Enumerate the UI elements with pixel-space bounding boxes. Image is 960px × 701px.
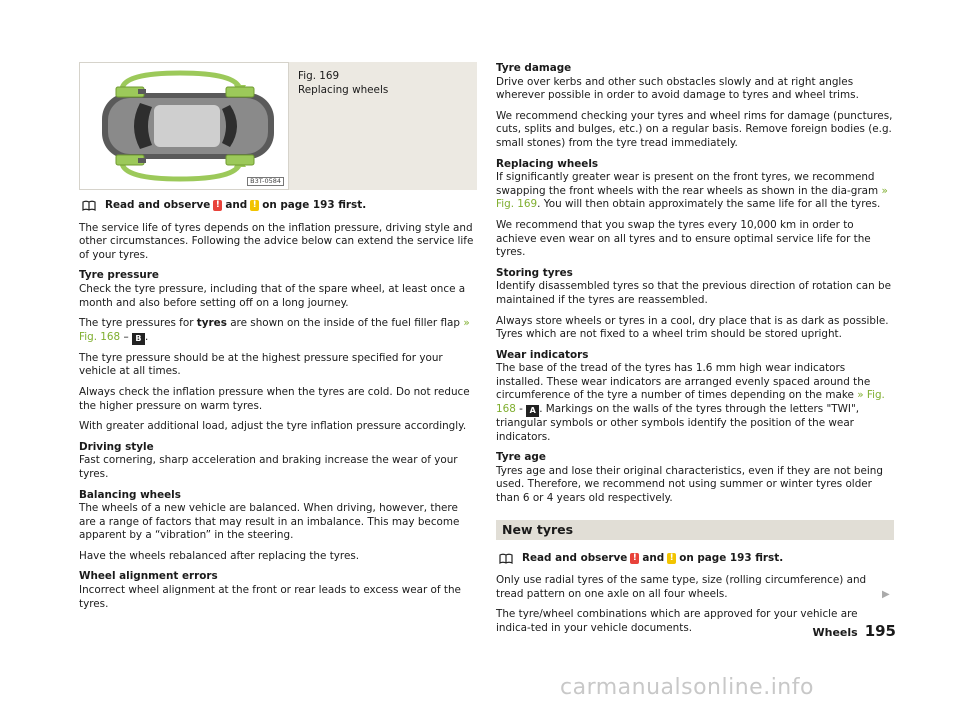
balancing-text: The wheels of a new vehicle are balanced. When driving, however, there are a range of factors that may result in an imbalance. This may become apparent by a “vibration” in the steering.	[79, 502, 460, 542]
read-notice	[79, 199, 477, 213]
pressures-end: .	[144, 330, 149, 343]
storing-tyres-heading: Storing tyres	[496, 266, 573, 279]
balancing-heading: Balancing wheels	[79, 488, 181, 501]
tyre-age-text: Tyres age and lose their original characteristics, even if they are not being used. Therefore, we recommend not using summer or winter tyres older than 6 or 4 years old respectively.	[496, 464, 883, 505]
read-notice-prefix: Read and observe	[522, 551, 628, 564]
combinations-paragraph: The tyre/wheel combinations which are approved for your vehicle are indica-ted in your vehicle documents.	[496, 608, 858, 634]
pressures-text-start: The tyre pressures for	[79, 317, 197, 330]
read-notice-2	[496, 552, 894, 566]
figure-caption	[298, 70, 388, 97]
warning-yellow-icon: !	[667, 553, 676, 564]
cold-tyres-paragraph: Always check the inflation pressure when the tyres are cold. Do not reduce the higher pressure on warm tyres.	[79, 385, 470, 412]
storing-tyres-block	[496, 267, 894, 308]
figure-title: Replacing wheels	[298, 83, 389, 96]
key-a-icon: A	[526, 405, 539, 417]
load-paragraph: With greater additional load, adjust the tyre inflation pressure accordingly.	[79, 420, 467, 433]
page-number: 195	[864, 622, 896, 640]
new-tyres-heading: New tyres	[496, 520, 894, 540]
tyre-damage-heading: Tyre damage	[496, 62, 572, 74]
wear-indicators-heading: Wear indicators	[496, 348, 589, 361]
watermark: carmanualsonline.info	[560, 675, 814, 700]
wear-indicators-block	[496, 349, 894, 445]
pressures-dash: –	[120, 330, 132, 343]
rebalance-paragraph: Have the wheels rebalanced after replacing the tyres.	[79, 549, 360, 562]
radial-tyres-paragraph: Only use radial tyres of the same type, size (rolling circumference) and tread pattern on one axle on all four wheels.	[496, 574, 867, 600]
tyre-damage-text: Drive over kerbs and other such obstacles slowly and at right angles wherever possible in order to avoid damage to tyres and wheel trims.	[496, 75, 859, 102]
tyre-age-heading: Tyre age	[496, 451, 546, 464]
damage-check-paragraph: We recommend checking your tyres and wheel rims for damage (punctures, cuts, splits and bulges, etc.) on a regular basis. Remove foreign bodies (e.g. small stones) from the tyre tread immediately.	[496, 109, 893, 149]
left-column	[79, 62, 477, 618]
right-column	[496, 62, 894, 643]
continue-arrow-icon: ▶	[882, 589, 890, 600]
intro-paragraph: The service life of tyres depends on the inflation pressure, driving style and other circumstances. Following the advice below can extend the service life of your tyres.	[79, 221, 474, 261]
wear-text-start: The base of the tread of the tyres has 1.6 mm high wear indicators installed. These wear indicators are arranged evenly spaced around the circumference of the tyre a number of times depending on the make	[496, 362, 871, 402]
tyre-pressure-heading: Tyre pressure	[79, 269, 159, 282]
read-notice-prefix: Read and observe	[105, 199, 211, 211]
book-icon	[499, 553, 513, 564]
read-notice-and: and	[225, 199, 248, 211]
page-footer	[812, 622, 896, 647]
tyre-pressure-block	[79, 269, 477, 310]
pressures-bold-tyres: tyres	[196, 317, 227, 330]
footer-section: Wheels	[812, 626, 858, 639]
figure-number: Fig. 169	[298, 70, 340, 82]
replacing-wheels-block	[496, 158, 894, 212]
wear-dash: -	[515, 403, 527, 416]
figure-image	[79, 62, 289, 190]
alignment-text: Incorrect wheel alignment at the front or rear leads to excess wear of the tyres.	[79, 584, 461, 610]
alignment-block	[79, 570, 477, 611]
replacing-text-end: . You will then obtain approximately the same life for all the tyres.	[537, 198, 881, 211]
storing-tyres-text: Identify disassembled tyres so that the previous direction of rotation can be maintained if the tyres are reassembled.	[496, 280, 892, 306]
read-notice-and: and	[642, 551, 665, 564]
storing-place-paragraph: Always store wheels or tyres in a cool, dry place that is as dark as possible. Tyres which are not fixed to a wheel trim should be stored upright.	[496, 314, 889, 341]
driving-style-heading: Driving style	[79, 440, 154, 453]
figure-box	[79, 62, 477, 190]
book-icon	[82, 200, 96, 211]
fig-168-link-wear[interactable]: » Fig. 168	[496, 389, 885, 416]
replacing-wheels-heading: Replacing wheels	[496, 157, 599, 170]
tyre-damage-block	[496, 62, 894, 103]
highest-pressure-paragraph: The tyre pressure should be at the highest pressure specified for your vehicle at all times.	[79, 351, 443, 378]
warning-yellow-icon: !	[250, 200, 259, 211]
driving-style-block	[79, 441, 477, 482]
pressures-text-mid: are shown on the inside of the fuel filler flap	[226, 317, 464, 330]
key-b-icon: B	[132, 333, 145, 345]
warning-red-icon: !	[213, 200, 222, 211]
fig-169-link[interactable]: » Fig. 169	[496, 184, 888, 211]
swap-interval-paragraph: We recommend that you swap the tyres every 10,000 km in order to achieve even wear on all tyres and to ensure optimal service life for the tyres.	[496, 218, 871, 259]
fig-168-link[interactable]: » Fig. 168	[79, 317, 470, 343]
wear-text-end: . Markings on the walls of the tyres through the letters "TWI", triangular symbols or other symbols identify the position of the wear indicators.	[496, 403, 860, 443]
read-notice-suffix: on page 193 first.	[679, 551, 784, 564]
warning-red-icon: !	[630, 553, 639, 564]
tyre-age-block	[496, 451, 894, 505]
alignment-heading: Wheel alignment errors	[79, 570, 218, 583]
car-top-view-illustration	[80, 63, 288, 189]
tyre-pressures-paragraph	[79, 317, 477, 345]
replacing-text-start: If significantly greater wear is present on the front tyres, we recommend swapping the front wheels with the rear wheels as shown in the dia-gram	[496, 171, 882, 197]
balancing-block	[79, 489, 477, 543]
figure-code: B3T-0584	[247, 177, 284, 186]
read-notice-suffix: on page 193 first.	[262, 199, 367, 211]
tyre-pressure-text: Check the tyre pressure, including that of the spare wheel, at least once a month and also before setting off on a long journey.	[79, 282, 466, 309]
driving-style-text: Fast cornering, sharp acceleration and braking increase the wear of your tyres.	[79, 454, 458, 480]
